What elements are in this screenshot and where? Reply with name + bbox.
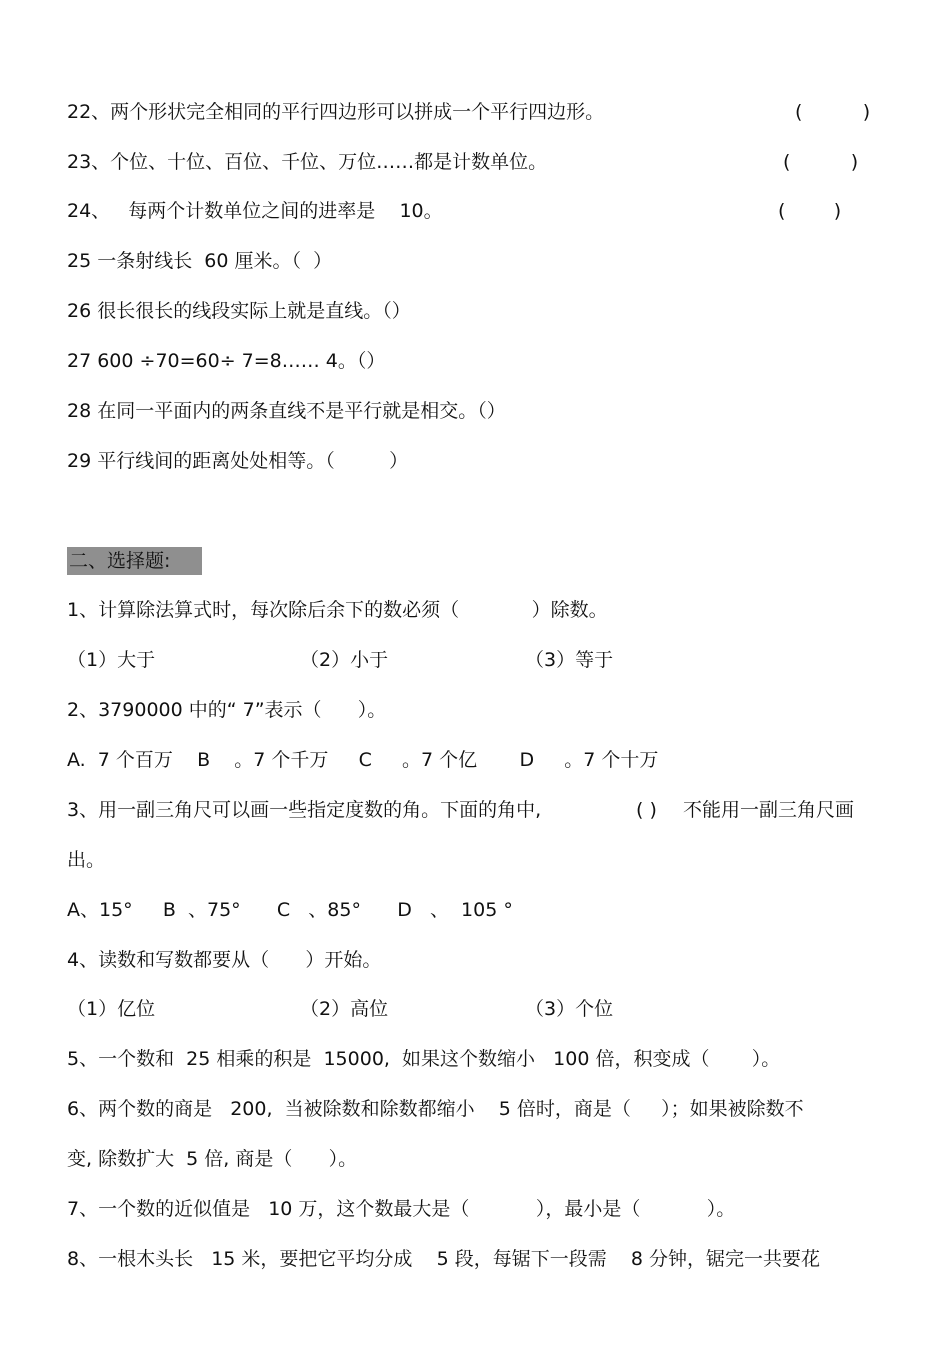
choice-4-option-1: （1）亿位 bbox=[67, 998, 156, 1020]
question-23-text: 23、个位、十位、百位、千位、万位……都是计数单位。 bbox=[67, 151, 548, 173]
choice-3-text-cont: 出。 bbox=[67, 849, 106, 871]
choice-question-8: 8、一根木头长 15 米，要把它平均分成 5 段，每锯下一段需 8 分钟，锯完一共要花 bbox=[67, 1248, 820, 1270]
question-27: 27 600 ÷70=60÷ 7=8…… 4。（） bbox=[67, 350, 386, 372]
choice-3-text-end: 不能用一副三角尺画 bbox=[683, 799, 855, 821]
choice-3-text: 3、用一副三角尺可以画一些指定度数的角。下面的角中, bbox=[67, 799, 542, 821]
choice-question-2: 2、3790000 中的“ 7”表示（ ）。 bbox=[67, 699, 387, 721]
answer-blank-24: ( ) bbox=[778, 200, 842, 222]
choice-4-option-2: （2）高位 bbox=[300, 998, 389, 1020]
choice-question-6-line2: 变, 除数扩大 5 倍, 商是（ ）。 bbox=[67, 1148, 358, 1170]
answer-blank-22: ( ) bbox=[795, 101, 871, 123]
section-heading-choice: 二、选择题: bbox=[67, 547, 202, 575]
choice-3-options: A、15° B 、75° C 、85° D 、 105 ° bbox=[67, 899, 513, 921]
question-29: 29 平行线间的距离处处相等。（ ） bbox=[67, 450, 409, 472]
question-24-text: 24、 每两个计数单位之间的进率是 10。 bbox=[67, 200, 443, 222]
answer-blank-choice-3: ( ) bbox=[636, 799, 657, 821]
choice-question-1: 1、计算除法算式时，每次除后余下的数必须（ ）除数。 bbox=[67, 599, 608, 621]
choice-1-option-2: （2）小于 bbox=[300, 649, 389, 671]
choice-1-option-1: （1）大于 bbox=[67, 649, 156, 671]
choice-question-6-line1: 6、两个数的商是 200, 当被除数和除数都缩小 5 倍时，商是（ ）；如果被除数不 bbox=[67, 1098, 804, 1120]
choice-question-5: 5、一个数和 25 相乘的积是 15000, 如果这个数缩小 100 倍，积变成（ ）。 bbox=[67, 1048, 781, 1070]
question-25: 25 一条射线长 60 厘米。（ ） bbox=[67, 250, 333, 272]
choice-4-option-3: （3）个位 bbox=[525, 998, 614, 1020]
choice-1-option-3: （3）等于 bbox=[525, 649, 614, 671]
choice-question-7: 7、一个数的近似值是 10 万，这个数最大是（ ），最小是（ ）。 bbox=[67, 1198, 736, 1220]
choice-2-options: A. 7 个百万 B 。7 个千万 C 。7 个亿 D 。7 个十万 bbox=[67, 749, 659, 771]
question-26: 26 很长很长的线段实际上就是直线。（） bbox=[67, 300, 411, 322]
answer-blank-23: ( ) bbox=[783, 151, 859, 173]
question-28: 28 在同一平面内的两条直线不是平行就是相交。（） bbox=[67, 400, 506, 422]
choice-question-4: 4、读数和写数都要从（ ）开始。 bbox=[67, 949, 382, 971]
question-22-text: 22、两个形状完全相同的平行四边形可以拼成一个平行四边形。 bbox=[67, 101, 605, 123]
